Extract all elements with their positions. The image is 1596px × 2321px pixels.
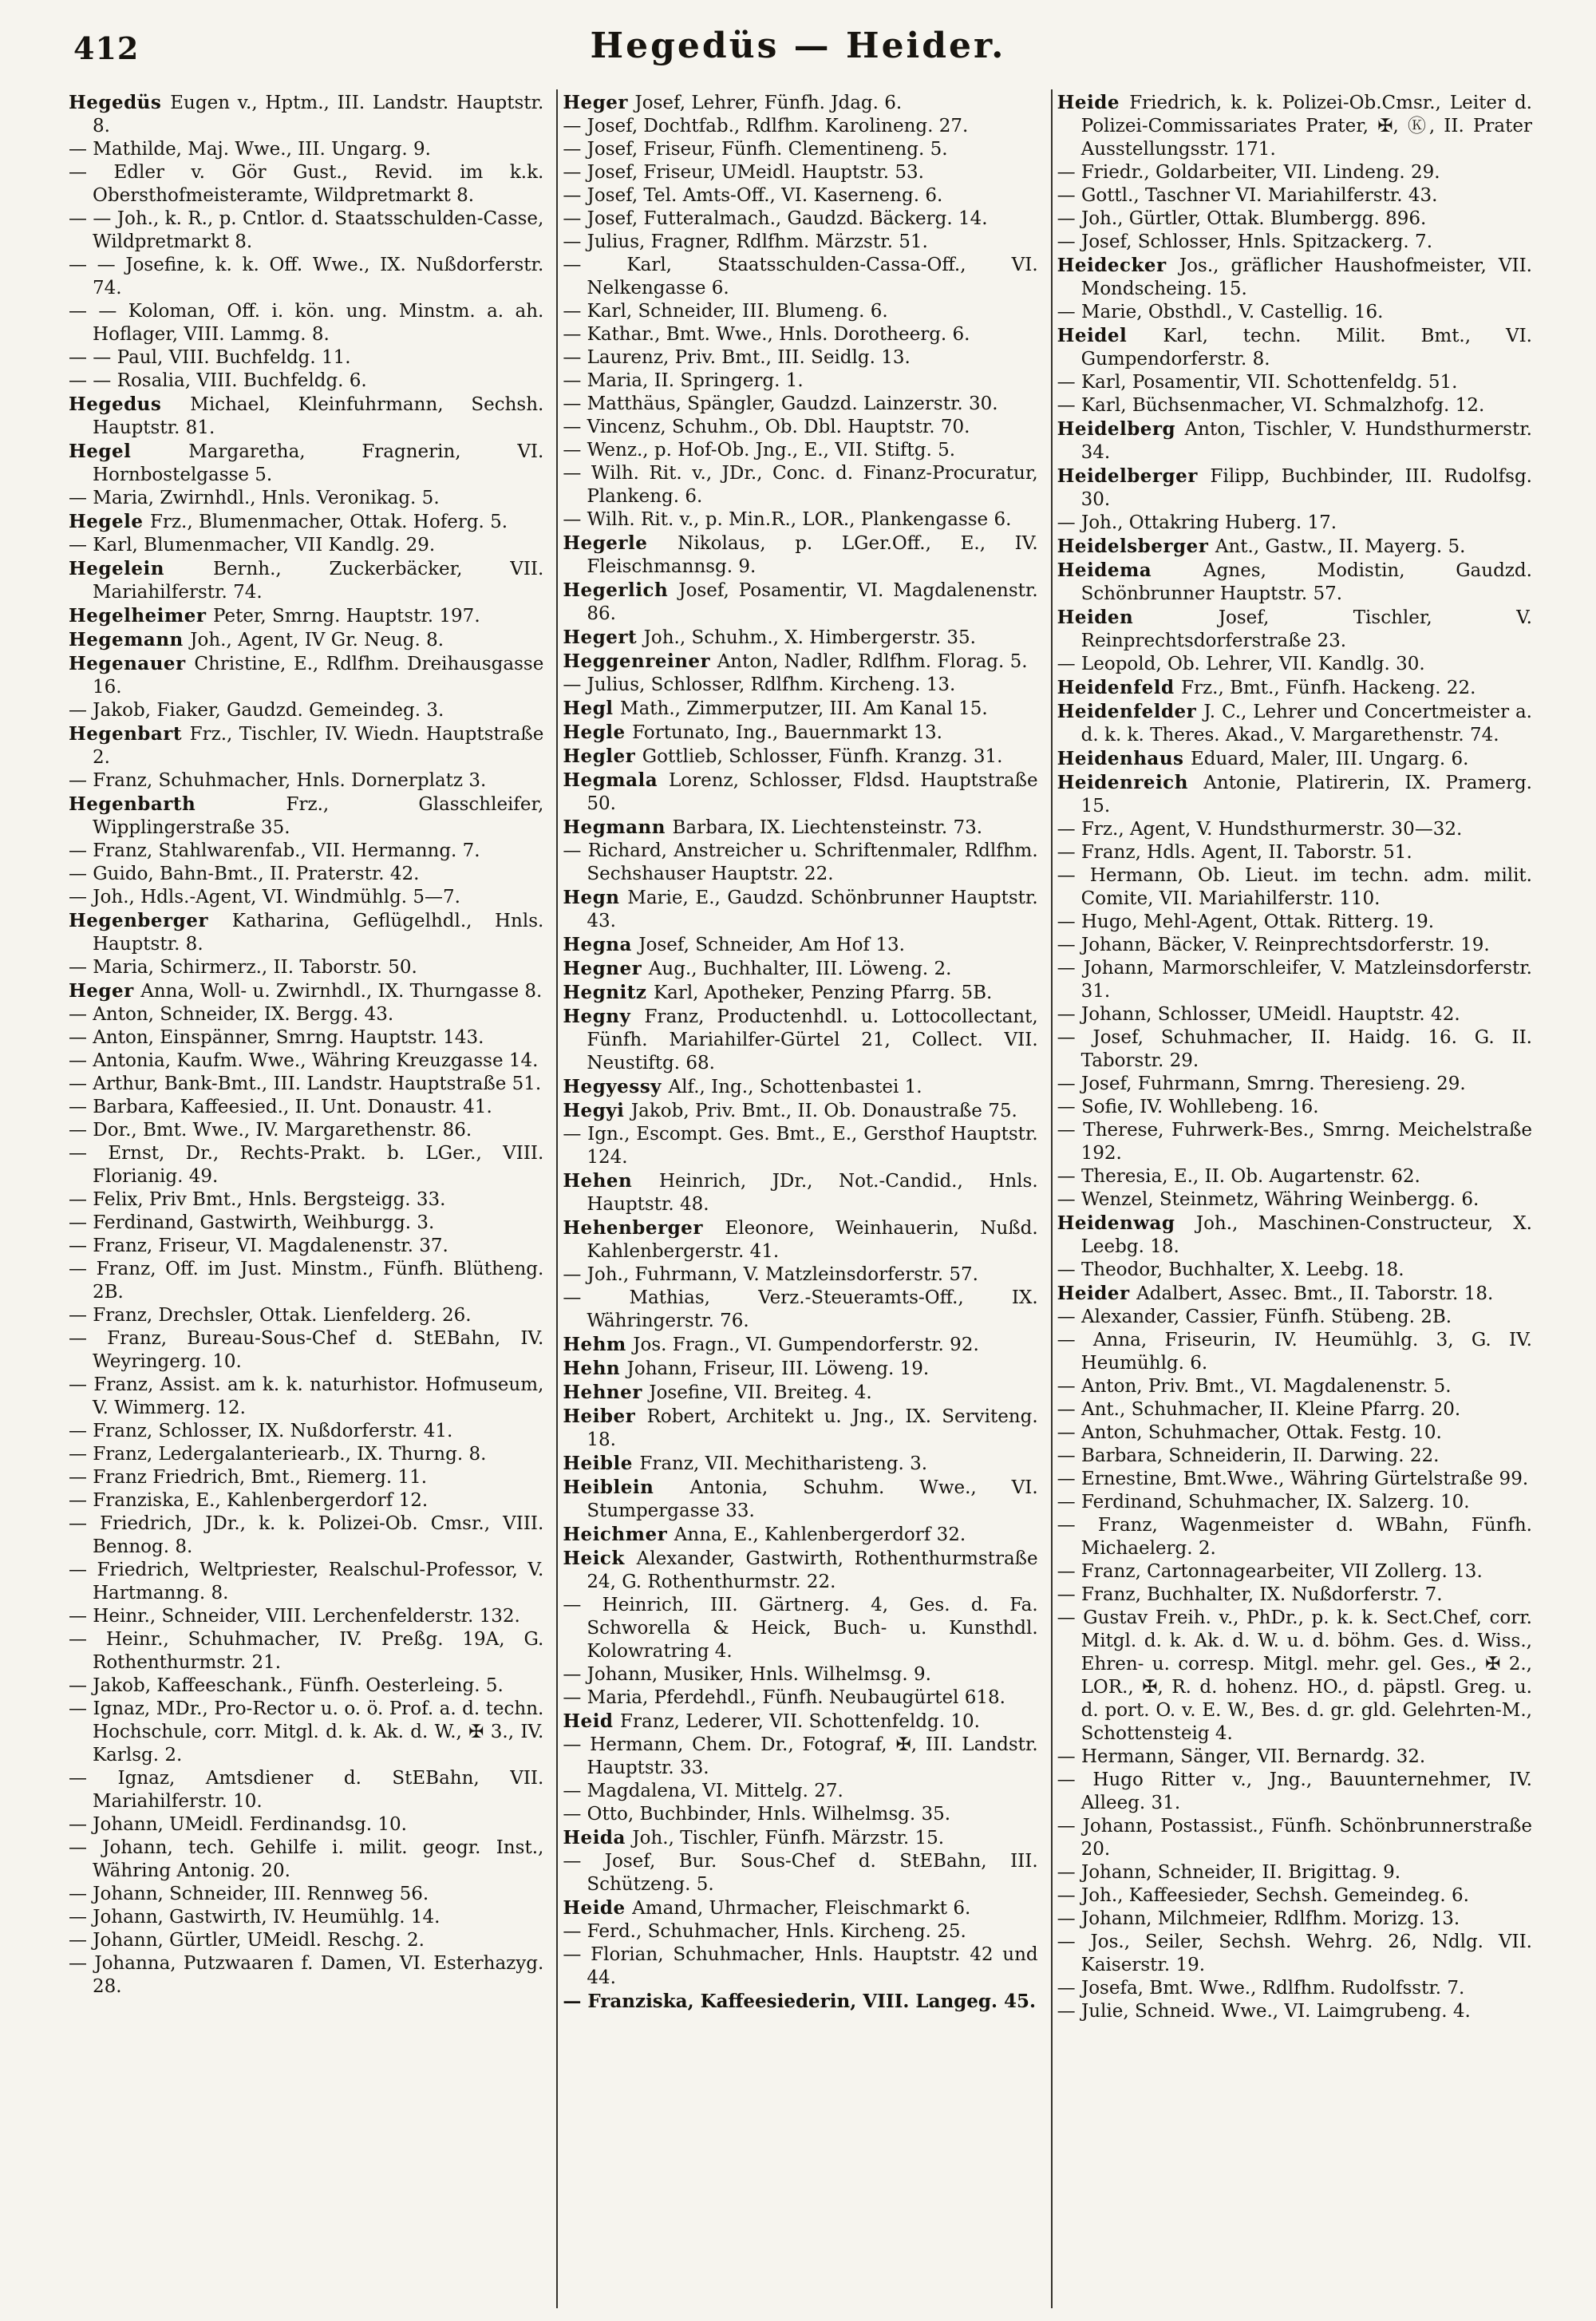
directory-entry: — Maria, Zwirnhdl., Hnls. Veronikag. 5. xyxy=(69,488,440,508)
directory-entry: — Matthäus, Spängler, Gaudzd. Lainzerstr. 30. xyxy=(563,393,998,414)
directory-entry: — Hermann, Sänger, VII. Bernardg. 32. xyxy=(1057,1746,1426,1767)
directory-entry: Heger Josef, Lehrer, Fünfh. Jdag. 6. xyxy=(563,92,903,113)
entry-surname: Heidelberger xyxy=(1057,465,1211,487)
directory-entry: — Josef, Friseur, UMeidl. Hauptstr. 53. xyxy=(563,162,924,183)
directory-entry: — Franz, Schuhmacher, Hnls. Dornerplatz 3. xyxy=(69,770,487,791)
entry-surname: Hegnitz xyxy=(563,982,654,1003)
directory-entry: — Gottl., Taschner VI. Mariahilferstr. 43. xyxy=(1057,185,1438,206)
directory-entry: — Josef, Tel. Amts-Off., VI. Kaserneng. 6. xyxy=(563,185,943,206)
page-title: Hegedüs — Heider. xyxy=(590,26,1006,66)
directory-entry: — Franz, Wagenmeister d. WBahn, Fünfh. Michaelerg. 2. xyxy=(1057,1515,1532,1559)
entry-surname: Hegle xyxy=(563,722,633,743)
entry-surname: Hegel xyxy=(69,441,189,462)
directory-entry: — — Paul, VIII. Buchfeldg. 11. xyxy=(69,347,351,368)
entry-surname: Hehenberger xyxy=(563,1217,725,1239)
directory-entry: — Friedrich, JDr., k. k. Polizei-Ob. Cmsr., VIII. Bennog. 8. xyxy=(69,1513,544,1557)
directory-entry: — Ernst, Dr., Rechts-Prakt. b. LGer., VIII. Florianig. 49. xyxy=(69,1143,544,1187)
directory-entry: Heidecker Jos., gräflicher Haushofmeister, VII. Mondscheing. 15. xyxy=(1057,255,1532,299)
entry-surname: Heidelberg xyxy=(1057,418,1185,440)
directory-entry: — Anton, Priv. Bmt., VI. Magdalenenstr. 5. xyxy=(1057,1376,1452,1397)
directory-entry: — — Joh., k. R., p. Cntlor. d. Staatsschulden-Casse, Wildpretmarkt 8. xyxy=(69,208,544,252)
directory-entry: Hegny Franz, Productenhdl. u. Lottocollectant, Fünfh. Mariahilfer-Gürtel 21, Collect. VII. Neustiftg. 68. xyxy=(563,1006,1038,1074)
directory-entry: Hegenbart Frz., Tischler, IV. Wiedn. Hauptstraße 2. xyxy=(69,723,544,768)
directory-entry: — Karl, Büchsenmacher, VI. Schmalzhofg. 12. xyxy=(1057,395,1485,416)
directory-entry: Heidenwag Joh., Maschinen-Constructeur, X. Leebg. 18. xyxy=(1057,1212,1532,1257)
directory-entry: — — Koloman, Off. i. kön. ung. Minstm. a. ah. Hoflager, VIII. Lammg. 8. xyxy=(69,301,544,345)
directory-entry: — Anna, Friseurin, IV. Heumühlg. 3, G. IV. Heumühlg. 6. xyxy=(1057,1330,1532,1374)
directory-entry: — Jos., Seiler, Sechsh. Wehrg. 26, Ndlg. VII. Kaiserstr. 19. xyxy=(1057,1932,1532,1975)
entry-surname: Heger xyxy=(563,92,635,113)
directory-entry: — Joh., Hdls.-Agent, VI. Windmühlg. 5—7. xyxy=(69,887,460,907)
page-header xyxy=(0,24,1596,81)
directory-entry: — Hugo, Mehl-Agent, Ottak. Ritterg. 19. xyxy=(1057,911,1435,932)
directory-entry: Hegl Math., Zimmerputzer, III. Am Kanal 15. xyxy=(563,698,988,719)
directory-entry: — Johann, Schneider, II. Brigittag. 9. xyxy=(1057,1862,1401,1883)
directory-entry: Hegle Fortunato, Ing., Bauernmarkt 13. xyxy=(563,722,942,743)
directory-entry: — Hermann, Chem. Dr., Fotograf, ✠, III. Landstr. Hauptstr. 33. xyxy=(563,1734,1038,1778)
directory-columns xyxy=(64,89,1545,2308)
directory-entry: — Josef, Dochtfab., Rdlfhm. Karolineng. 27. xyxy=(563,116,969,136)
entry-surname: Hehner xyxy=(563,1382,650,1403)
entry-surname: Hegelein xyxy=(69,558,213,579)
directory-entry: — Marie, Obsthdl., V. Castellig. 16. xyxy=(1057,302,1384,322)
directory-entry: — Otto, Buchbinder, Hnls. Wilhelmsg. 35. xyxy=(563,1804,951,1825)
directory-entry: — Franz, Stahlwarenfab., VII. Hermanng. 7. xyxy=(69,840,480,861)
entry-surname: Hegerle xyxy=(563,532,678,554)
directory-entry: — Franz, Schlosser, IX. Nußdorferstr. 41. xyxy=(69,1421,453,1441)
entry-surname: Heide xyxy=(563,1897,633,1919)
directory-entry: — Johann, Gürtler, UMeidl. Reschg. 2. xyxy=(69,1930,425,1951)
entry-surname: Heichmer xyxy=(563,1524,674,1545)
directory-entry: — Ferdinand, Schuhmacher, IX. Salzerg. 10. xyxy=(1057,1492,1470,1512)
directory-entry: Hegele Frz., Blumenmacher, Ottak. Hoferg. 5. xyxy=(69,511,508,532)
directory-entry: — Jakob, Kaffeeschank., Fünfh. Oesterleing. 5. xyxy=(69,1675,504,1696)
directory-entry: — Johann, Milchmeier, Rdlfhm. Morizg. 13. xyxy=(1057,1908,1460,1929)
directory-entry: — — Rosalia, VIII. Buchfeldg. 6. xyxy=(69,370,367,391)
directory-entry: Hegelein Bernh., Zuckerbäcker, VII. Mariahilferstr. 74. xyxy=(69,558,544,603)
entry-surname: Hegyi xyxy=(563,1100,631,1121)
directory-entry: — Anton, Schuhmacher, Ottak. Festg. 10. xyxy=(1057,1422,1442,1443)
directory-entry: — Hermann, Ob. Lieut. im techn. adm. milit. Comite, VII. Mariahilferstr. 110. xyxy=(1057,865,1532,909)
directory-entry: — Johann, Postassist., Fünfh. Schönbrunnerstraße 20. xyxy=(1057,1816,1532,1860)
directory-entry: — Sofie, IV. Wohllebeng. 16. xyxy=(1057,1097,1319,1117)
entry-surname: Hegele xyxy=(69,511,150,532)
directory-entry: Hegenbarth Frz., Glasschleifer, Wipplingerstraße 35. xyxy=(69,793,544,838)
directory-entry: — Magdalena, VI. Mittelg. 27. xyxy=(563,1781,843,1801)
directory-entry: — Barbara, Schneiderin, II. Darwing. 22. xyxy=(1057,1445,1440,1466)
entry-surname: Heible xyxy=(563,1453,640,1474)
directory-entry: — Gustav Freih. v., PhDr., p. k. k. Sect.Chef, corr. Mitgl. d. k. Ak. d. W. u. d. böhm. Ges. d. Wiss., Ehren- u. corresp. Mitgl. mehr. gel. Ges., ✠ 2., LOR., ✠, R. d. hohenz. HO., d. päpstl. Greg. u. d. port. O. v. E. W., Bes. d. gr. gld. Gelehrten-M., Schottensteig 4. xyxy=(1057,1607,1532,1744)
directory-entry: Hehm Jos. Fragn., VI. Gumpendorferstr. 92. xyxy=(563,1334,979,1355)
directory-entry: — Franz, Assist. am k. k. naturhistor. Hofmuseum, V. Wimmerg. 12. xyxy=(69,1374,544,1418)
directory-entry: — Josefa, Bmt. Wwe., Rdlfhm. Rudolfsstr. 7. xyxy=(1057,1978,1465,1999)
entry-surname: Hehen xyxy=(563,1170,659,1192)
directory-entry: Heidelsberger Ant., Gastw., II. Mayerg. 5. xyxy=(1057,536,1466,557)
directory-entry: — Karl, Staatsschulden-Cassa-Off., VI. Nelkengasse 6. xyxy=(563,255,1038,299)
directory-entry: — Joh., Ottakring Huberg. 17. xyxy=(1057,512,1337,533)
directory-entry: — Franz, Bureau-Sous-Chef d. StEBahn, IV. Weyringerg. 10. xyxy=(69,1328,544,1372)
directory-entry: Hegerle Nikolaus, p. LGer.Off., E., IV. Fleischmannsg. 9. xyxy=(563,532,1038,577)
directory-entry: — Franz Friedrich, Bmt., Riemerg. 11. xyxy=(69,1467,428,1488)
directory-entry: — Hugo Ritter v., Jng., Bauunternehmer, IV. Alleeg. 31. xyxy=(1057,1769,1532,1813)
directory-entry: Heiblein Antonia, Schuhm. Wwe., VI. Stumpergasse 33. xyxy=(563,1477,1038,1521)
directory-entry: — Theodor, Buchhalter, X. Leebg. 18. xyxy=(1057,1259,1404,1280)
directory-entry: — Florian, Schuhmacher, Hnls. Hauptstr. 42 und 44. xyxy=(563,1944,1038,1988)
directory-entry: Heger Anna, Woll- u. Zwirnhdl., IX. Thurngasse 8. xyxy=(69,980,543,1002)
directory-entry: Heidelberg Anton, Tischler, V. Hundsthurmerstr. 34. xyxy=(1057,418,1532,463)
directory-entry: — Barbara, Kaffeesied., II. Unt. Donaustr. 41. xyxy=(69,1097,492,1117)
directory-entry: — Edler v. Gör Gust., Revid. im k.k. Obersthofmeisteramte, Wildpretmarkt 8. xyxy=(69,162,544,206)
entry-surname: Heida xyxy=(563,1827,633,1848)
directory-entry: — Heinr., Schneider, VIII. Lerchenfelderstr. 132. xyxy=(69,1606,520,1627)
directory-entry: — Felix, Priv Bmt., Hnls. Bergsteigg. 33. xyxy=(69,1189,446,1210)
directory-entry: — Wilh. Rit. v., p. Min.R., LOR., Plankengasse 6. xyxy=(563,509,1012,530)
entry-surname: Hegedus xyxy=(69,393,191,415)
directory-entry: — Guido, Bahn-Bmt., II. Praterstr. 42. xyxy=(69,864,420,884)
directory-entry: Hehn Johann, Friseur, III. Löweng. 19. xyxy=(563,1358,930,1379)
entry-surname: Hegn xyxy=(563,887,628,908)
directory-entry: Hegn Marie, E., Gaudzd. Schönbrunner Hauptstr. 43. xyxy=(563,887,1038,931)
entry-surname: Heidema xyxy=(1057,559,1204,581)
directory-entry: Heidelberger Filipp, Buchbinder, III. Rudolfsg. 30. xyxy=(1057,465,1532,510)
entry-surname: Heidecker xyxy=(1057,255,1179,276)
directory-entry: — Wenz., p. Hof-Ob. Jng., E., VII. Stiftg. 5. xyxy=(563,440,956,461)
directory-entry: — Julius, Fragner, Rdlfhm. Märzstr. 51. xyxy=(563,231,928,252)
directory-entry: — Vincenz, Schuhm., Ob. Dbl. Hauptstr. 70. xyxy=(563,417,970,437)
directory-entry: Heide Friedrich, k. k. Polizei-Ob.Cmsr., Leiter d. Polizei-Commissariates Prater, ✠, Ⓚ, II. Prater Ausstellungsstr. 171. xyxy=(1057,92,1532,160)
directory-entry: Hegel Margaretha, Fragnerin, VI. Hornbostelgasse 5. xyxy=(69,441,544,485)
entry-surname: Hegelheimer xyxy=(69,605,214,627)
entry-surname: Hegenauer xyxy=(69,653,195,674)
directory-entry: — Franz, Off. im Just. Minstm., Fünfh. Blütheng. 2B. xyxy=(69,1259,544,1303)
directory-entry: Hegmann Barbara, IX. Liechtensteinstr. 73. xyxy=(563,817,983,838)
directory-entry: — Ant., Schuhmacher, II. Kleine Pfarrg. 20. xyxy=(1057,1399,1461,1420)
directory-entry: Hegnitz Karl, Apotheker, Penzing Pfarrg. 5B. xyxy=(563,982,993,1003)
directory-entry: — Joh., Gürtler, Ottak. Blumbergg. 896. xyxy=(1057,208,1427,229)
directory-entry: — Ferd., Schuhmacher, Hnls. Kircheng. 25. xyxy=(563,1921,966,1942)
entry-surname: Heger xyxy=(69,980,141,1002)
directory-entry: — Johann, Schneider, III. Rennweg 56. xyxy=(69,1884,429,1904)
directory-entry: Hegmala Lorenz, Schlosser, Fldsd. Hauptstraße 50. xyxy=(563,769,1038,814)
directory-entry: — Alexander, Cassier, Fünfh. Stübeng. 2B. xyxy=(1057,1307,1452,1327)
entry-surname: Hegl xyxy=(563,698,621,719)
directory-column-1 xyxy=(64,89,556,2308)
directory-entry: Hegner Aug., Buchhalter, III. Löweng. 2. xyxy=(563,958,952,979)
directory-entry: — Kathar., Bmt. Wwe., Hnls. Dorotheerg. 6. xyxy=(563,324,970,345)
directory-entry: Hegerlich Josef, Posamentir, VI. Magdalenenstr. 86. xyxy=(563,579,1038,624)
directory-entry: — Leopold, Ob. Lehrer, VII. Kandlg. 30. xyxy=(1057,654,1425,674)
directory-entry: — Antonia, Kaufm. Wwe., Währing Kreuzgasse 14. xyxy=(69,1050,539,1071)
directory-entry: — Johann, Musiker, Hnls. Wilhelmsg. 9. xyxy=(563,1664,931,1685)
entry-surname: Heid xyxy=(563,1710,621,1732)
entry-surname: Heider xyxy=(1057,1283,1137,1304)
directory-entry: — Ignaz, MDr., Pro-Rector u. o. ö. Prof. a. d. techn. Hochschule, corr. Mitgl. d. k. Ak. d. W., ✠ 3., IV. Karlsg. 2. xyxy=(69,1698,544,1765)
directory-entry: — Theresia, E., II. Ob. Augartenstr. 62. xyxy=(1057,1166,1420,1187)
directory-entry: Heidel Karl, techn. Milit. Bmt., VI. Gumpendorferstr. 8. xyxy=(1057,325,1532,370)
directory-entry: Hegler Gottlieb, Schlosser, Fünfh. Kranzg. 31. xyxy=(563,745,1003,767)
directory-entry: — Josef, Schlosser, Hnls. Spitzackerg. 7. xyxy=(1057,231,1432,252)
directory-entry: — Franz, Buchhalter, IX. Nußdorferstr. 7. xyxy=(1057,1584,1443,1605)
directory-entry: Hegedüs Eugen v., Hptm., III. Landstr. Hauptstr. 8. xyxy=(69,92,544,136)
entry-surname: Hegmala xyxy=(563,769,669,791)
directory-entry: — Ign., Escompt. Ges. Bmt., E., Gersthof Hauptstr. 124. xyxy=(563,1124,1038,1168)
directory-entry: — Ignaz, Amtsdiener d. StEBahn, VII. Mariahilferstr. 10. xyxy=(69,1768,544,1812)
directory-entry: Hegyessy Alf., Ing., Schottenbastei 1. xyxy=(563,1076,922,1097)
entry-surname: Hegyessy xyxy=(563,1076,669,1097)
entry-surname: Heidelsberger xyxy=(1057,536,1215,557)
directory-entry: — Franz, Ledergalanteriearb., IX. Thurng. 8. xyxy=(69,1444,487,1465)
directory-entry: — Johann, Marmorschleifer, V. Matzleinsdorferstr. 31. xyxy=(1057,958,1532,1002)
entry-surname: Hegemann xyxy=(69,629,191,650)
directory-entry: — — Josefine, k. k. Off. Wwe., IX. Nußdorferstr. 74. xyxy=(69,255,544,299)
directory-entry: — Wilh. Rit. v., JDr., Conc. d. Finanz-Procuratur, Plankeng. 6. xyxy=(563,463,1038,507)
directory-entry: — Franz, Hdls. Agent, II. Taborstr. 51. xyxy=(1057,842,1412,863)
entry-surname: Heidenwag xyxy=(1057,1212,1196,1234)
entry-surname: Hehm xyxy=(563,1334,634,1355)
directory-entry: — Joh., Kaffeesieder, Sechsh. Gemeindeg. 6. xyxy=(1057,1885,1469,1906)
directory-entry: — Arthur, Bank-Bmt., III. Landstr. Hauptstraße 51. xyxy=(69,1074,542,1094)
directory-entry: — Johann, Schlosser, UMeidl. Hauptstr. 42. xyxy=(1057,1004,1460,1025)
entry-surname: Heidenreich xyxy=(1057,772,1204,793)
directory-entry: Heible Franz, VII. Mechitharisteng. 3. xyxy=(563,1453,928,1474)
entry-surname: Heidel xyxy=(1057,325,1163,346)
directory-entry: — Franz, Drechsler, Ottak. Lienfelderg. 26. xyxy=(69,1305,472,1326)
directory-entry: Heichmer Anna, E., Kahlenbergerdorf 32. xyxy=(563,1524,966,1545)
directory-entry: — Karl, Schneider, III. Blumeng. 6. xyxy=(563,301,888,322)
directory-entry: — Mathilde, Maj. Wwe., III. Ungarg. 9. xyxy=(69,139,431,160)
directory-entry: Heidema Agnes, Modistin, Gaudzd. Schönbrunner Hauptstr. 57. xyxy=(1057,559,1532,604)
directory-entry: — Joh., Fuhrmann, V. Matzleinsdorferstr. 57. xyxy=(563,1264,978,1285)
directory-entry: — Friedr., Goldarbeiter, VII. Lindeng. 29. xyxy=(1057,162,1440,183)
directory-entry: — Johanna, Putzwaaren f. Damen, VI. Esterhazyg. 28. xyxy=(69,1953,544,1997)
entry-surname: Hegna xyxy=(563,934,639,955)
directory-entry: Heider Adalbert, Assec. Bmt., II. Taborstr. 18. xyxy=(1057,1283,1494,1304)
directory-entry: Heida Joh., Tischler, Fünfh. Märzstr. 15. xyxy=(563,1827,945,1848)
directory-entry: Heide Amand, Uhrmacher, Fleischmarkt 6. xyxy=(563,1897,971,1919)
directory-entry: — Josef, Bur. Sous-Chef d. StEBahn, III. Schützeng. 5. xyxy=(563,1851,1038,1895)
directory-entry: — Anton, Einspänner, Smrng. Hauptstr. 143. xyxy=(69,1027,484,1048)
entry-surname: Hegmann xyxy=(563,817,673,838)
directory-entry: Heidenhaus Eduard, Maler, III. Ungarg. 6. xyxy=(1057,748,1469,769)
directory-entry: — Johann, Gastwirth, IV. Heumühlg. 14. xyxy=(69,1907,440,1928)
directory-entry: — Karl, Posamentir, VII. Schottenfeldg. 51. xyxy=(1057,372,1458,393)
entry-surname: Hehn xyxy=(563,1358,627,1379)
directory-entry: Heick Alexander, Gastwirth, Rothenthurmstraße 24, G. Rothenthurmstr. 22. xyxy=(563,1548,1038,1592)
directory-entry: — Therese, Fuhrwerk-Bes., Smrng. Meichelstraße 192. xyxy=(1057,1120,1532,1164)
page-number: 412 xyxy=(73,30,140,66)
entry-surname: Hegenberger xyxy=(69,910,232,931)
entry-surname: Hegner xyxy=(563,958,649,979)
entry-surname: Heidenfeld xyxy=(1057,677,1182,698)
directory-column-3 xyxy=(1053,89,1545,2308)
directory-entry: — Josef, Friseur, Fünfh. Clementineng. 5. xyxy=(563,139,948,160)
directory-entry: Hegedus Michael, Kleinfuhrmann, Sechsh. Hauptstr. 81. xyxy=(69,393,544,438)
directory-entry: Heidenreich Antonie, Platirerin, IX. Pramerg. 15. xyxy=(1057,772,1532,817)
entry-surname: Heiblein xyxy=(563,1477,690,1498)
directory-entry: — Jakob, Fiaker, Gaudzd. Gemeindeg. 3. xyxy=(69,700,444,721)
directory-entry: Hegyi Jakob, Priv. Bmt., II. Ob. Donaustraße 75. xyxy=(563,1100,1017,1121)
directory-entry: — Julius, Schlosser, Rdlfhm. Kircheng. 13. xyxy=(563,674,956,695)
directory-entry: Hehner Josefine, VII. Breiteg. 4. xyxy=(563,1382,872,1403)
directory-entry: Heiber Robert, Architekt u. Jng., IX. Serviteng. 18. xyxy=(563,1406,1038,1450)
directory-entry: — Anton, Schneider, IX. Bergg. 43. xyxy=(69,1004,394,1025)
directory-entry: — Johann, UMeidl. Ferdinandsg. 10. xyxy=(69,1814,407,1835)
directory-entry: — Johann, Bäcker, V. Reinprechtsdorferstr. 19. xyxy=(1057,935,1490,955)
directory-entry: — Julie, Schneid. Wwe., VI. Laimgrubeng. 4. xyxy=(1057,2001,1471,2022)
entry-surname: Hegenbart xyxy=(69,723,190,745)
directory-entry: — Josef, Fuhrmann, Smrng. Theresieng. 29. xyxy=(1057,1074,1466,1094)
directory-entry: — Franz, Cartonnagearbeiter, VII Zollerg. 13. xyxy=(1057,1561,1483,1582)
entry-surname: Hegerlich xyxy=(563,579,679,601)
directory-entry: — Josef, Futteralmach., Gaudzd. Bäckerg. 14. xyxy=(563,208,988,229)
entry-surname: Heick xyxy=(563,1548,637,1569)
directory-entry: Hehenberger Eleonore, Weinhauerin, Nußd. Kahlenbergerstr. 41. xyxy=(563,1217,1038,1262)
directory-entry: — Dor., Bmt. Wwe., IV. Margarethenstr. 86. xyxy=(69,1120,472,1141)
entry-surname: Heide xyxy=(1057,92,1130,113)
directory-entry: — Laurenz, Priv. Bmt., III. Seidlg. 13. xyxy=(563,347,911,368)
directory-entry: Hegert Joh., Schuhm., X. Himbergerstr. 35. xyxy=(563,627,976,648)
directory-entry: — Mathias, Verz.-Steueramts-Off., IX. Währingerstr. 76. xyxy=(563,1287,1038,1331)
directory-entry: — Friedrich, Weltpriester, Realschul-Professor, V. Hartmanng. 8. xyxy=(69,1560,544,1603)
directory-entry: — Johann, tech. Gehilfe i. milit. geogr. Inst., Währing Antonig. 20. xyxy=(69,1837,544,1881)
directory-entry: Hegenauer Christine, E., Rdlfhm. Dreihausgasse 16. xyxy=(69,653,544,698)
entry-surname: Hegedüs xyxy=(69,92,171,113)
directory-entry: — Ferdinand, Gastwirth, Weihburgg. 3. xyxy=(69,1212,435,1233)
directory-entry: Hegna Josef, Schneider, Am Hof 13. xyxy=(563,934,905,955)
directory-entry: — Franziska, E., Kahlenbergerdorf 12. xyxy=(69,1490,429,1511)
directory-entry: — Heinr., Schuhmacher, IV. Preßg. 19A, G. Rothenthurmstr. 21. xyxy=(69,1629,544,1673)
directory-entry: — Ernestine, Bmt.Wwe., Währing Gürtelstraße 99. xyxy=(1057,1469,1529,1489)
directory-entry: Hegenberger Katharina, Geflügelhdl., Hnls. Hauptstr. 8. xyxy=(69,910,544,955)
directory-entry: — Frz., Agent, V. Hundsthurmerstr. 30—32. xyxy=(1057,819,1463,840)
entry-surname: Hegert xyxy=(563,627,644,648)
directory-entry: — Josef, Schuhmacher, II. Haidg. 16. G. II. Taborstr. 29. xyxy=(1057,1027,1532,1071)
directory-entry: — Franz, Friseur, VI. Magdalenenstr. 37. xyxy=(69,1236,448,1256)
directory-entry: — Maria, II. Springerg. 1. xyxy=(563,370,804,391)
entry-surname: Hegenbarth xyxy=(69,793,286,815)
directory-column-2 xyxy=(558,89,1050,2308)
directory-entry: Hegelheimer Peter, Smrng. Hauptstr. 197. xyxy=(69,605,480,627)
directory-entry: — Franziska, Kaffeesiederin, VIII. Langeg. 45. xyxy=(563,1991,1037,2012)
entry-surname: Heidenfelder xyxy=(1057,701,1204,722)
directory-entry: Hegemann Joh., Agent, IV Gr. Neug. 8. xyxy=(69,629,444,650)
directory-entry: — Wenzel, Steinmetz, Währing Weinbergg. 6. xyxy=(1057,1189,1479,1210)
entry-surname: Heiber xyxy=(563,1406,647,1427)
directory-entry: — Heinrich, III. Gärtnerg. 4, Ges. d. Fa. Schworella & Heick, Buch- u. Kunsthdl. Kolowratring 4. xyxy=(563,1595,1038,1662)
directory-entry: Heidenfeld Frz., Bmt., Fünfh. Hackeng. 22. xyxy=(1057,677,1476,698)
entry-surname: Hegler xyxy=(563,745,642,767)
entry-surname: Heggenreiner xyxy=(563,650,717,672)
directory-entry: — Karl, Blumenmacher, VII Kandlg. 29. xyxy=(69,535,436,556)
directory-entry: Heid Franz, Lederer, VII. Schottenfeldg. 10. xyxy=(563,1710,980,1732)
entry-surname: Hegny xyxy=(563,1006,645,1027)
directory-entry: — Richard, Anstreicher u. Schriftenmaler, Rdlfhm. Sechshauser Hauptstr. 22. xyxy=(563,840,1038,884)
directory-entry: Heiden Josef, Tischler, V. Reinprechtsdorferstraße 23. xyxy=(1057,607,1532,651)
directory-entry: — Maria, Schirmerz., II. Taborstr. 50. xyxy=(69,957,417,978)
directory-entry: Heggenreiner Anton, Nadler, Rdlfhm. Florag. 5. xyxy=(563,650,1028,672)
directory-entry: Hehen Heinrich, JDr., Not.-Candid., Hnls. Hauptstr. 48. xyxy=(563,1170,1038,1215)
entry-surname: Heiden xyxy=(1057,607,1219,628)
directory-entry: Heidenfelder J. C., Lehrer und Concertmeister a. d. k. k. Theres. Akad., V. Margarethenstr. 74. xyxy=(1057,701,1532,745)
directory-entry: — Maria, Pferdehdl., Fünfh. Neubaugürtel 618. xyxy=(563,1687,1005,1708)
entry-surname: Heidenhaus xyxy=(1057,748,1191,769)
